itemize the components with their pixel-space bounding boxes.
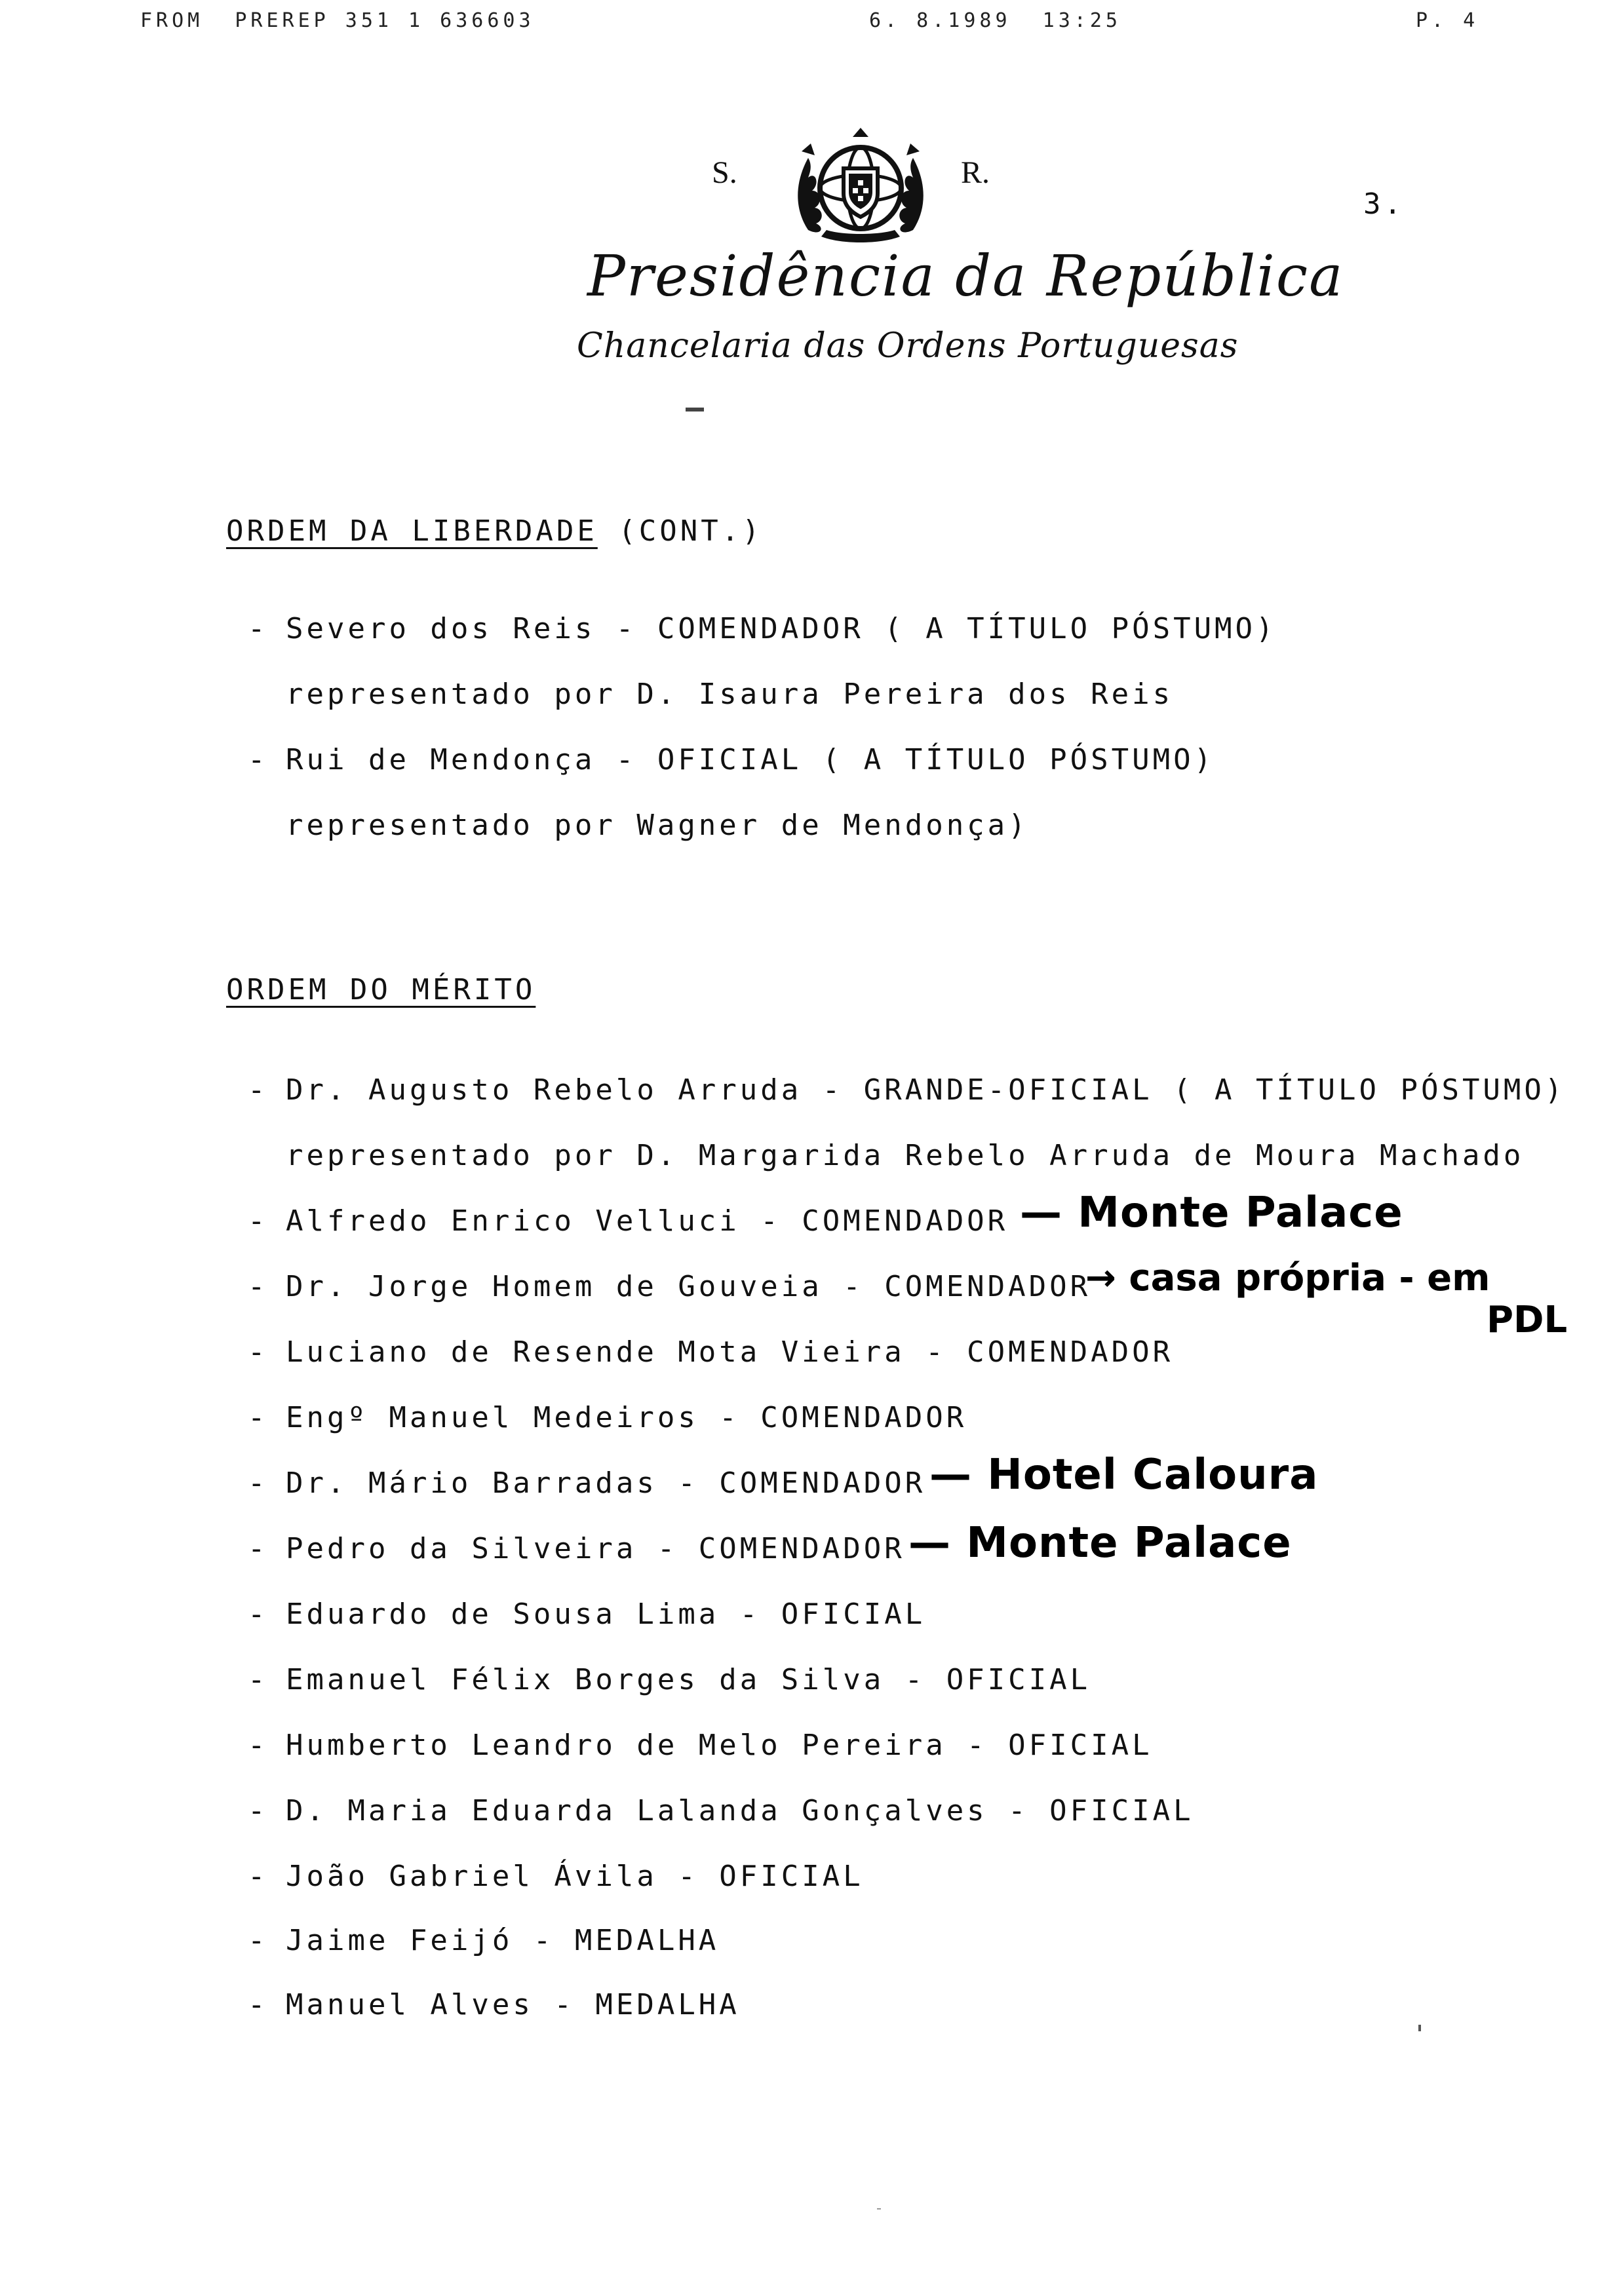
scan-speck [1418, 2025, 1421, 2031]
list-item: Engº Manuel Medeiros - COMENDADOR [286, 1401, 967, 1434]
list-marker: - [248, 1204, 269, 1238]
list-marker: - [248, 1598, 269, 1631]
list-item: Emanuel Félix Borges da Silva - OFICIAL [286, 1663, 1091, 1696]
fax-page: P. 4 [1416, 9, 1479, 32]
list-marker: - [248, 1663, 269, 1696]
section-title-suffix: (CONT.) [618, 514, 763, 548]
list-item: Alfredo Enrico Velluci - COMENDADOR [286, 1204, 1009, 1238]
handwritten-note: → casa própria - em [1085, 1257, 1490, 1299]
list-item: Manuel Alves - MEDALHA [286, 1988, 740, 2021]
list-item: Jaime Feijó - MEDALHA [286, 1924, 720, 1957]
list-item: Severo dos Reis - COMENDADOR ( A TÍTULO PÓSTUMO) [286, 612, 1277, 645]
list-marker: - [248, 743, 269, 776]
list-marker: - [248, 1924, 269, 1957]
handwritten-note: — Monte Palace [1020, 1189, 1403, 1237]
list-item-continuation: representado por D. Margarida Rebelo Arruda de Moura Machado [286, 1139, 1525, 1172]
list-marker: - [248, 1729, 269, 1762]
list-item: Luciano de Resende Mota Vieira - COMENDADOR [286, 1335, 1174, 1369]
letterhead-left-letter: S. [712, 155, 737, 190]
letterhead-subtitle: Chancelaria das Ordens Portuguesas [577, 326, 1239, 366]
list-item: D. Maria Eduarda Lalanda Gonçalves - OFICIAL [286, 1794, 1194, 1827]
fax-datetime: 6. 8.1989 13:25 [869, 9, 1121, 32]
list-marker: - [248, 1335, 269, 1369]
list-marker: - [248, 612, 269, 645]
section-title-text: ORDEM DO MÉRITO [225, 973, 536, 1006]
list-item: Rui de Mendonça - OFICIAL ( A TÍTULO PÓSTUMO) [286, 743, 1215, 776]
scan-speck [877, 2208, 881, 2210]
list-item: Eduardo de Sousa Lima - OFICIAL [286, 1598, 926, 1631]
section-title-merito [185, 940, 535, 1006]
handwritten-note: — Hotel Caloura [929, 1451, 1319, 1499]
list-item: Dr. Mário Barradas - COMENDADOR [286, 1466, 926, 1500]
list-item: Humberto Leandro de Melo Pereira - OFICIAL [286, 1729, 1153, 1762]
list-item: Dr. Augusto Rebelo Arruda - GRANDE-OFICIAL ( A TÍTULO PÓSTUMO) [286, 1073, 1566, 1107]
list-marker: - [248, 1270, 269, 1303]
list-item: Dr. Jorge Homem de Gouveia - COMENDADOR [286, 1270, 1091, 1303]
fax-from: FROM PREREP 351 1 636603 [140, 9, 535, 32]
coat-of-arms-emblem [769, 113, 927, 237]
list-item-continuation: representado por Wagner de Mendonça) [286, 809, 1029, 842]
small-mark [686, 408, 704, 411]
letterhead-right-letter: R. [961, 155, 990, 190]
handwritten-note: — Monte Palace [908, 1519, 1292, 1567]
list-marker: - [248, 1532, 269, 1565]
section-title-text: ORDEM DA LIBERDADE [225, 514, 598, 548]
list-item: João Gabriel Ávila - OFICIAL [286, 1860, 864, 1893]
list-marker: - [248, 1988, 269, 2021]
letterhead-title: Presidência da República [587, 244, 1344, 309]
list-marker: - [248, 1401, 269, 1434]
list-item: Pedro da Silveira - COMENDADOR [286, 1532, 905, 1565]
list-marker: - [248, 1794, 269, 1827]
list-marker: - [248, 1466, 269, 1500]
list-item-continuation: representado por D. Isaura Pereira dos Reis [286, 678, 1174, 711]
page-number: 3. [1363, 187, 1405, 221]
section-title-liberdade [185, 481, 763, 548]
handwritten-note: PDL [1487, 1299, 1568, 1341]
list-marker: - [248, 1073, 269, 1107]
list-marker: - [248, 1860, 269, 1893]
